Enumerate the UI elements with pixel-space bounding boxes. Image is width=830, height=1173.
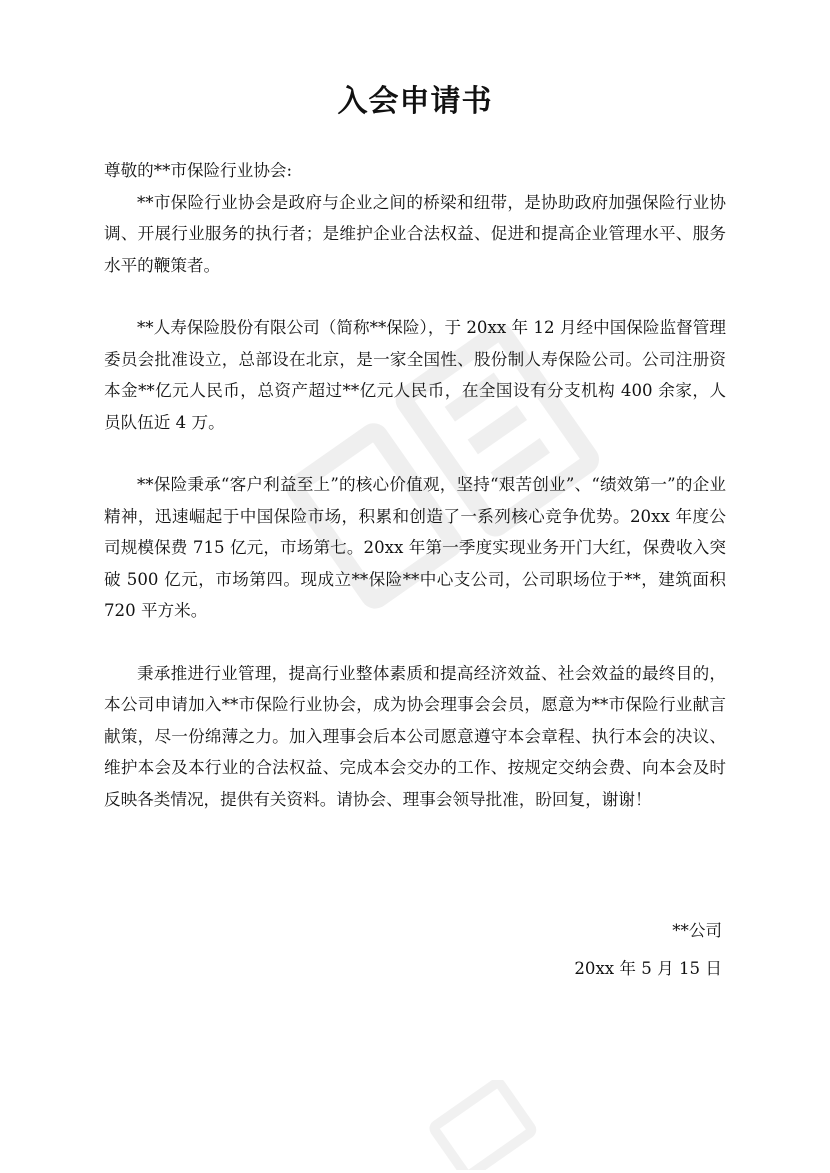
paragraph-4: 秉承推进行业管理，提高行业整体素质和提高经济效益、社会效益的最终目的，本公司申请加入**市保险行业协会，成为协会理事会会员，愿意为**市保险行业献言献策，尽一份绵薄之力。加入理事会后本公司愿意遵守本会章程、执行本会的决议、维护本会及本行业的合法权益、完成本会交办的工作、按规定交纳会费、向本会及时反映各类情况，提供有关资料。请协会、理事会领导批准，盼回复，谢谢！	[104, 663, 726, 809]
document-title: 入会申请书	[337, 84, 493, 119]
paragraph-1: **市保险行业协会是政府与企业之间的桥梁和纽带，是协助政府加强保险行业协调、开展行业服务的执行者；是维护企业合法权益、促进和提高企业管理水平、服务水平的鞭策者。	[104, 192, 726, 275]
signature-date: 20xx 年 5 月 15 日	[574, 959, 722, 978]
salutation: 尊敬的**市保险行业协会:	[104, 161, 293, 180]
document-body	[104, 155, 726, 815]
paragraph-gap	[104, 438, 726, 469]
paragraph-gap	[104, 281, 726, 312]
paragraph-3: **保险秉承“客户利益至上”的核心价值观，坚持“艰苦创业”、“绩效第一”的企业精神，迅速崛起于中国保险市场，积累和创造了一系列核心竞争优势。20xx 年度公司规模保费 715 亿元，市场第七。20xx 年第一季度实现业务开门大红，保费收入突破 500 亿元，市场第四。现成立**保险**中心支公司，公司职场位于**，建筑面积 720 平方米。	[104, 475, 726, 620]
paragraph-2: **人寿保险股份有限公司（简称**保险），于 20xx 年 12 月经中国保险监督管理委员会批准设立，总部设在北京，是一家全国性、股份制人寿保险公司。公司注册资本金**亿元人民币，总资产超过**亿元人民币，在全国设有分支机构 400 余家，人员队伍近 4 万。	[104, 318, 726, 432]
signature-company: **公司	[672, 921, 722, 940]
watermark-mark	[420, 1080, 540, 1170]
paragraph-gap	[104, 627, 726, 658]
